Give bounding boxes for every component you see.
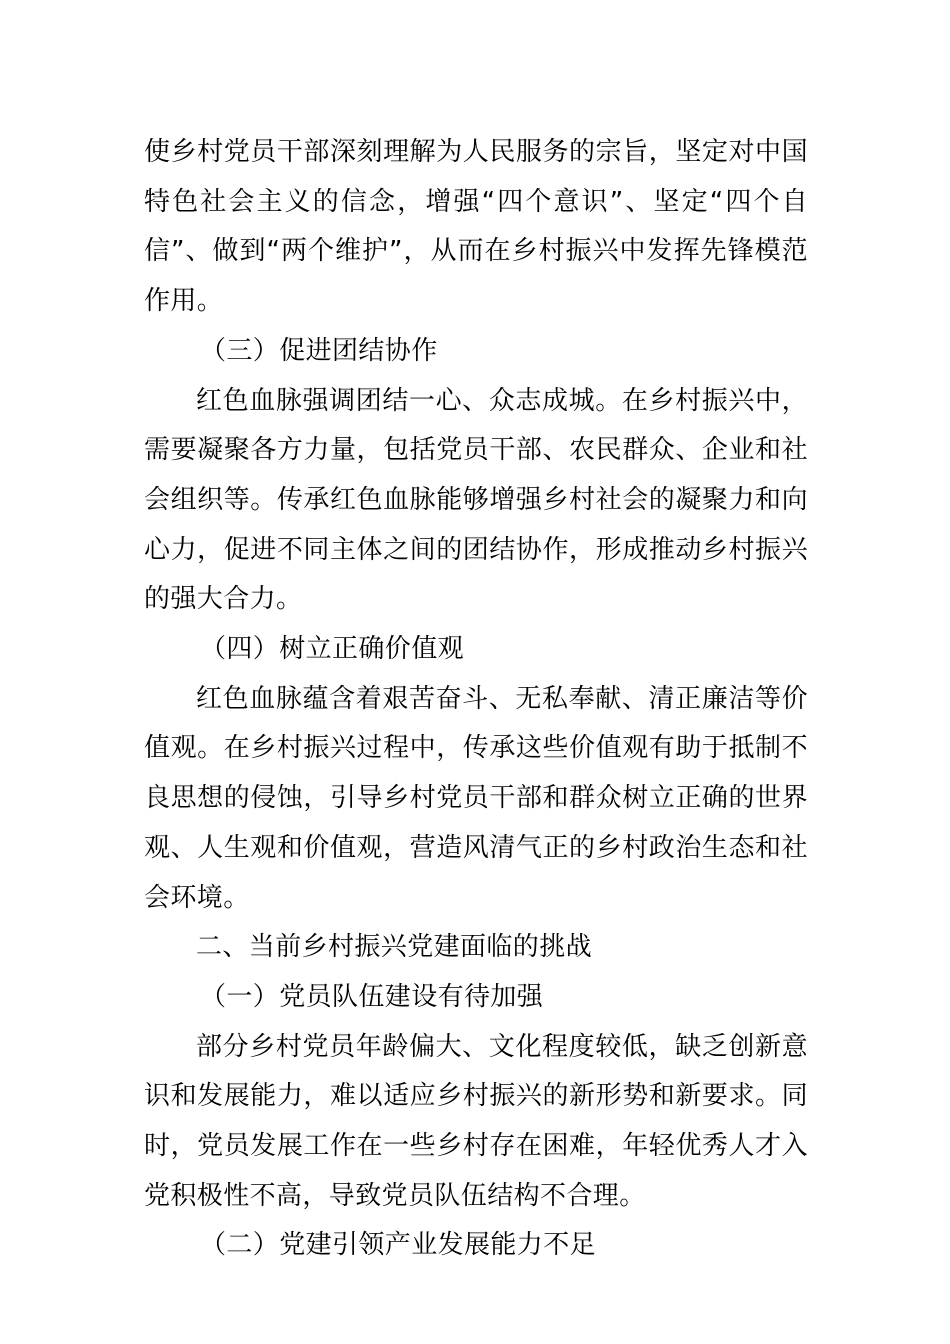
- subheading-team-building: （一）党员队伍建设有待加强: [200, 981, 544, 1012]
- paragraph-values: 红色血脉蕴含着艰苦奋斗、无私奉献、清正廉洁等价值观。在乡村振兴过程中，传承这些价值观有助于抵制不良思想的侵蚀，引导乡村党员干部和群众树立正确的世界观、人生观和价值观，营造风清气正的乡村政治生态和社会环境。: [144, 683, 808, 913]
- paragraph-unity-cooperation: 红色血脉强调团结一心、众志成城。在乡村振兴中，需要凝聚各方力量，包括党员干部、农民群众、企业和社会组织等。传承红色血脉能够增强乡村社会的凝聚力和向心力，促进不同主体之间的团结协作，形成推动乡村振兴的强大合力。: [144, 385, 808, 615]
- subheading-industry-development: （二）党建引领产业发展能力不足: [200, 1230, 597, 1261]
- subheading-promote-unity: （三）促进团结协作: [200, 335, 438, 366]
- paragraph-party-members-purpose: 使乡村党员干部深刻理解为人民服务的宗旨，坚定对中国特色社会主义的信念，增强“四个意识”、坚定“四个自信”、做到“两个维护”，从而在乡村振兴中发挥先锋模范作用。: [144, 137, 808, 317]
- heading-current-challenges: 二、当前乡村振兴党建面临的挑战: [196, 932, 593, 963]
- paragraph-team-building: 部分乡村党员年龄偏大、文化程度较低，缺乏创新意识和发展能力，难以适应乡村振兴的新形势和新要求。同时，党员发展工作在一些乡村存在困难，年轻优秀人才入党积极性不高，导致党员队伍结构不合理。: [144, 1031, 808, 1211]
- document-body: [144, 128, 808, 1271]
- subheading-correct-values: （四）树立正确价值观: [200, 634, 465, 665]
